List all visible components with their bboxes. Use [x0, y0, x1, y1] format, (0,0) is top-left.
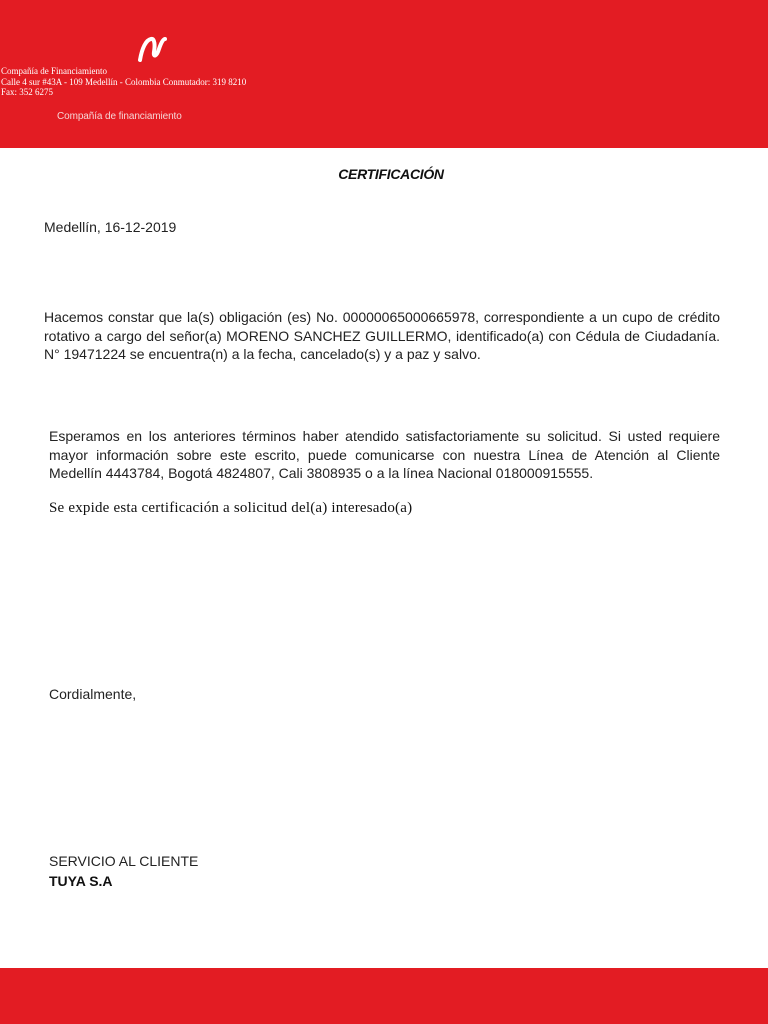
footer-band — [0, 968, 768, 1024]
company-address-line: Calle 4 sur #43A - 109 Medellín - Colombia Conmutador: 319 8210 — [1, 76, 247, 87]
closing-salutation: Cordialmente, — [49, 686, 137, 702]
company-contact-block — [1, 66, 246, 98]
tuya-logo-icon — [136, 34, 170, 64]
date-line: Medellín, 16-12-2019 — [44, 219, 177, 235]
issuance-paragraph: Se expide esta certificación a solicitud del(a) interesado(a) — [49, 500, 413, 516]
signature-company: TUYA S.A — [49, 873, 113, 889]
company-fax-line: Fax: 352 6275 — [1, 87, 54, 97]
contact-paragraph: Esperamos en los anteriores términos haber atendido satisfactoriamente su solicitud. Si usted requiere mayor información sobre este escrito, puede comunicarse con nuestra Línea de Atención al Cliente Medellín 4443784, Bogotá 4824807, Cali 3808935 o a la línea Nacional 018000915555. — [49, 428, 720, 481]
header-band — [0, 0, 768, 148]
header-tagline: Compañía de financiamiento — [57, 111, 182, 122]
signature-department: SERVICIO AL CLIENTE — [49, 853, 199, 869]
document-title: CERTIFICACIÓN — [338, 166, 444, 182]
certification-paragraph: Hacemos constar que la(s) obligación (es) No. 00000065000665978, correspondiente a un cupo de crédito rotativo a cargo del señor(a) MORENO SANCHEZ GUILLERMO, identificado(a) con Cédula de Ciudadanía. N° 19471224 se encuentra(n) a la fecha, cancelado(s) y a paz y salvo. — [44, 309, 720, 362]
company-name-line: Compañía de Financiamiento — [1, 66, 107, 76]
